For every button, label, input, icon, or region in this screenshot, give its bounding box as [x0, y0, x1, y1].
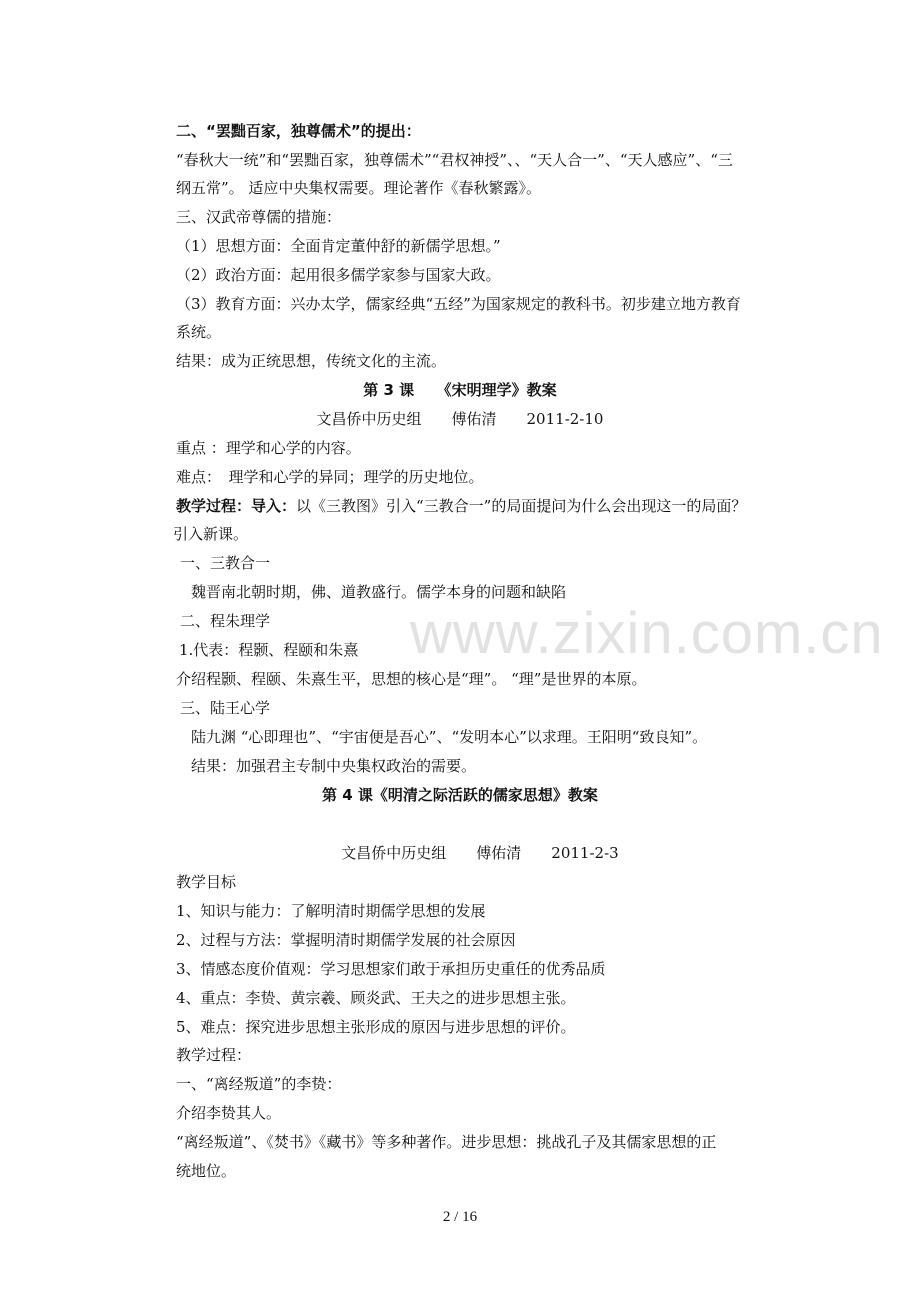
process-text: 以《三教图》引入“三教合一”的局面提问为什么会出现这一的局面？	[296, 497, 747, 515]
lesson3-title: 第 3 课 《宋明理学》教案	[363, 381, 557, 399]
paragraph: 介绍李贽其人。	[176, 1104, 282, 1122]
list-item: （1）思想方面：全面肯定董仲舒的新儒学思想。”	[176, 237, 501, 255]
section-heading: 二、程朱理学	[180, 612, 271, 630]
process-label: 教学过程：导入：	[176, 497, 297, 515]
paragraph	[176, 496, 746, 516]
paragraph: 介绍程颢、程颐、朱熹生平，思想的核心是“理”。 “理”是世界的本原。	[176, 670, 647, 688]
section-heading: 一、“离经叛道”的李贽：	[176, 1075, 342, 1093]
paragraph: 统地位。	[176, 1162, 237, 1180]
list-item: 2、过程与方法：掌握明清时期儒学发展的社会原因	[176, 931, 516, 949]
paragraph: 重点 ：理学和心学的内容。	[176, 439, 361, 457]
list-item: 系统。	[176, 323, 222, 341]
paragraph: 结果：成为正统思想，传统文化的主流。	[176, 352, 447, 370]
paragraph: 结果：加强君主专制中央集权政治的需要。	[191, 757, 477, 775]
lesson4-byline: 文昌侨中历史组 傅佑清 2011-2-3	[341, 844, 619, 862]
paragraph: 陆九渊 “心即理也”、“宇宙便是吾心”、“发明本心”以求理。王阳明“致良知”。	[191, 728, 708, 746]
section-heading: 三、汉武帝尊儒的措施：	[176, 208, 342, 226]
paragraph: 魏晋南北朝时期，佛、道教盛行。儒学本身的问题和缺陷	[191, 583, 567, 601]
lesson4-title: 第 4 课《明清之际活跃的儒家思想》教案	[322, 786, 598, 804]
list-item: （2）政治方面：起用很多儒学家参与国家大政。	[176, 266, 501, 284]
paragraph: “春秋大一统”和“罢黜百家，独尊儒术”“君权神授”、、“天人合一”、“天人感应”、“三	[176, 151, 733, 169]
page-number: 2 / 16	[442, 1209, 478, 1225]
paragraph: 引入新课。	[173, 525, 249, 543]
paragraph: 1.代表：程颢、程颐和朱熹	[179, 641, 359, 659]
section-heading: 教学目标	[176, 873, 237, 891]
paragraph: “离经叛道”、《焚书》《藏书》等多种著作。进步思想：挑战孔子及其儒家思想的正	[176, 1133, 717, 1151]
paragraph: 难点： 理学和心学的异同；理学的历史地位。	[176, 468, 484, 486]
list-item: 1、知识与能力：了解明清时期儒学思想的发展	[176, 902, 486, 920]
list-item: 3、情感态度价值观：学习思想家们敢于承担历史重任的优秀品质	[176, 960, 606, 978]
list-item: （3）教育方面：兴办太学，儒家经典“五经”为国家规定的教科书。初步建立地方教育	[176, 295, 741, 313]
section-heading: 二、“罢黜百家，独尊儒术”的提出：	[176, 122, 421, 140]
paragraph: 纲五常”。 适应中央集权需要。理论著作《春秋繁露》。	[176, 179, 541, 197]
list-item: 4、重点：李贽、黄宗羲、顾炎武、王夫之的进步思想主张。	[176, 989, 576, 1007]
section-heading: 一、三教合一	[180, 554, 271, 572]
list-item: 5、难点：探究进步思想主张形成的原因与进步思想的评价。	[176, 1018, 576, 1036]
section-heading: 教学过程：	[176, 1046, 252, 1064]
lesson3-byline: 文昌侨中历史组 傅佑清 2011-2-10	[316, 410, 604, 428]
section-heading: 三、陆王心学	[180, 699, 271, 717]
watermark: www.zixin.com.cn	[410, 601, 884, 666]
